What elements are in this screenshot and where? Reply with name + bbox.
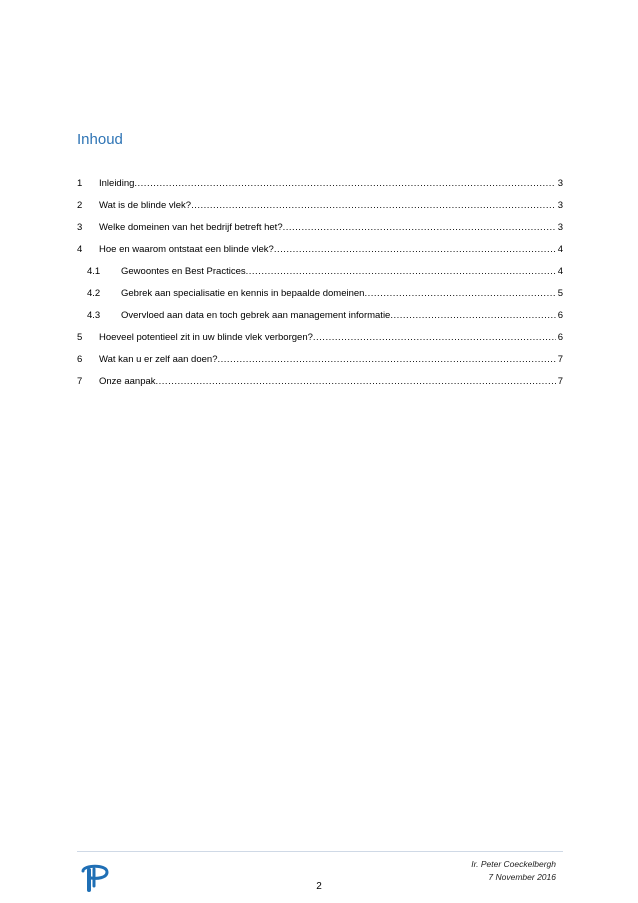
footer-divider bbox=[77, 851, 563, 852]
footer-date: 7 November 2016 bbox=[488, 872, 556, 882]
table-of-contents bbox=[77, 177, 563, 397]
toc-entry[interactable] bbox=[77, 265, 563, 287]
toc-entry-text: Overvloed aan data en toch gebrek aan management informatie bbox=[121, 310, 391, 321]
toc-entry-text: Onze aanpak bbox=[99, 376, 156, 387]
dot-leader bbox=[246, 265, 556, 279]
toc-entry-page: 3 bbox=[557, 222, 563, 233]
toc-entry-text: Gebrek aan specialisatie en kennis in bepaalde domeinen bbox=[121, 288, 365, 299]
toc-entry[interactable] bbox=[77, 221, 563, 243]
toc-entry-text: Welke domeinen van het bedrijf betreft het? bbox=[99, 222, 283, 233]
dot-leader bbox=[156, 375, 556, 389]
toc-entry-text: Wat is de blinde vlek? bbox=[99, 200, 192, 211]
toc-entry[interactable] bbox=[77, 243, 563, 265]
toc-entry-number: 7 bbox=[77, 376, 83, 387]
toc-entry-number: 3 bbox=[77, 222, 83, 233]
dot-leader bbox=[134, 177, 555, 191]
toc-entry-page: 7 bbox=[557, 354, 563, 365]
footer-author: Ir. Peter Coeckelbergh bbox=[471, 859, 556, 869]
dot-leader bbox=[274, 243, 556, 257]
toc-entry[interactable] bbox=[77, 287, 563, 309]
toc-entry-page: 5 bbox=[557, 288, 563, 299]
toc-entry-page: 6 bbox=[557, 310, 563, 321]
toc-title: Inhoud bbox=[77, 131, 123, 148]
toc-entry-number: 6 bbox=[77, 354, 83, 365]
toc-entry-page: 4 bbox=[557, 266, 563, 277]
toc-entry-page: 3 bbox=[557, 178, 563, 189]
toc-entry-number: 1 bbox=[77, 178, 83, 189]
toc-entry-number: 4 bbox=[77, 244, 83, 255]
dot-leader bbox=[313, 331, 556, 345]
toc-entry-text: Hoeveel potentieel zit in uw blinde vlek verborgen? bbox=[99, 332, 313, 343]
toc-entry[interactable] bbox=[77, 353, 563, 375]
dot-leader bbox=[283, 221, 556, 235]
toc-entry[interactable] bbox=[77, 199, 563, 221]
toc-entry-number: 4.1 bbox=[87, 266, 101, 277]
dot-leader bbox=[390, 309, 555, 323]
toc-entry-text: Gewoontes en Best Practices bbox=[121, 266, 246, 277]
toc-entry-text: Inleiding bbox=[99, 178, 135, 189]
toc-entry-page: 6 bbox=[557, 332, 563, 343]
toc-entry[interactable] bbox=[77, 309, 563, 331]
toc-entry-page: 7 bbox=[557, 376, 563, 387]
page-number: 2 bbox=[316, 881, 322, 892]
toc-entry-number: 4.2 bbox=[87, 288, 101, 299]
toc-entry-page: 3 bbox=[557, 200, 563, 211]
dot-leader bbox=[364, 287, 555, 301]
toc-entry-page: 4 bbox=[557, 244, 563, 255]
toc-entry[interactable] bbox=[77, 375, 563, 397]
toc-entry-number: 2 bbox=[77, 200, 83, 211]
dot-leader bbox=[217, 353, 555, 367]
toc-entry-text: Wat kan u er zelf aan doen? bbox=[99, 354, 218, 365]
toc-entry-number: 4.3 bbox=[87, 310, 101, 321]
toc-entry-number: 5 bbox=[77, 332, 83, 343]
toc-entry[interactable] bbox=[77, 177, 563, 199]
dot-leader bbox=[191, 199, 556, 213]
toc-entry[interactable] bbox=[77, 331, 563, 353]
toc-entry-text: Hoe en waarom ontstaat een blinde vlek? bbox=[99, 244, 274, 255]
